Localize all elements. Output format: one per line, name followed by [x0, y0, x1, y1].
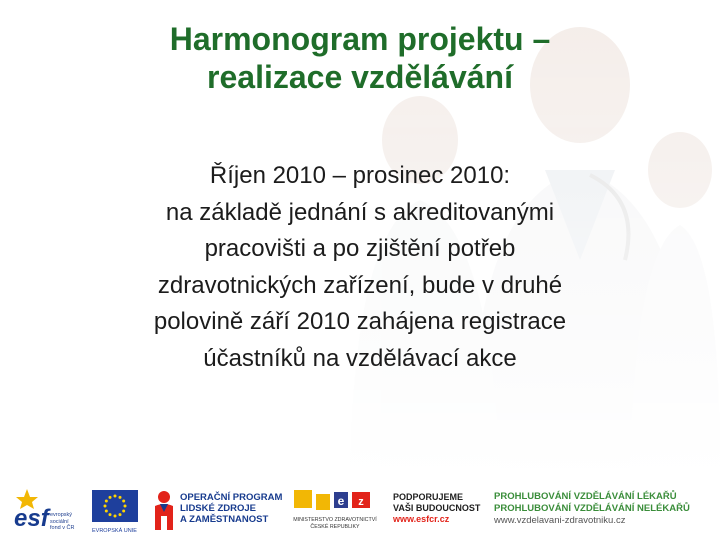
eu-star-icon — [109, 496, 112, 499]
eu-star-icon — [122, 500, 125, 503]
podporujeme-line: PODPORUJEME — [393, 492, 464, 502]
ministry-emblem-icon — [292, 488, 378, 512]
eu-logo — [92, 490, 142, 534]
eu-star-icon — [114, 495, 117, 498]
eu-star-icon — [114, 515, 117, 518]
ministry-line: MINISTERSTVO ZDRAVOTNICTVÍ — [293, 517, 377, 523]
body-line: účastníků na vzdělávací akce — [203, 344, 517, 372]
title-line-2: realizace vzdělávání — [207, 59, 513, 95]
opz-figure-icon — [152, 490, 176, 530]
svg-text:e: e — [337, 494, 345, 508]
eu-star-icon — [105, 510, 108, 513]
opz-logo — [152, 488, 288, 534]
podporujeme-url[interactable]: www.esfcr.cz — [393, 514, 450, 524]
esf-caption — [50, 512, 82, 532]
opz-line: A ZAMĚSTNANOST — [180, 514, 269, 525]
opz-line: LIDSKÉ ZDROJE — [180, 503, 257, 514]
eu-star-icon — [104, 505, 107, 508]
podporujeme-line: VAŠI BUDOUCNOST — [393, 503, 481, 513]
body-line: polovině září 2010 zahájena registrace — [153, 308, 567, 335]
prohlubovani-line: PROHLUBOVÁNÍ VZDĚLÁVÁNÍ LÉKAŘŮ — [494, 491, 677, 502]
prohlubovani-url[interactable]: www.vzdelavani-zdravotniku.cz — [494, 515, 626, 526]
body-line: na základě jednání s akreditovanými — [165, 198, 555, 226]
eu-star-icon — [122, 510, 125, 513]
eu-flag-icon — [92, 490, 138, 522]
eu-star-icon — [105, 500, 108, 503]
esf-mark: esf — [14, 505, 49, 532]
page-title — [60, 20, 660, 96]
prohlubovani-logo — [494, 491, 716, 527]
eu-star-icon — [119, 496, 122, 499]
esf-logo — [14, 488, 82, 534]
ministry-logo — [292, 488, 382, 534]
prohlubovani-line: PROHLUBOVÁNÍ VZDĚLÁVÁNÍ NELÉKAŘŮ — [494, 503, 690, 514]
eu-star-icon — [109, 513, 112, 516]
body-line: pracovišti a po zjištění potřeb — [204, 235, 516, 262]
esf-caption-line: sociální — [50, 518, 69, 525]
eu-star-icon — [124, 505, 127, 508]
opz-text — [180, 492, 282, 525]
ministry-caption — [292, 517, 378, 531]
title-line-1: Harmonogram projektu – — [169, 21, 551, 57]
esf-caption-line: fond v ČR — [50, 525, 75, 531]
body-line: zdravotnických zařízení, bude v druhé — [157, 271, 563, 299]
podporujeme-logo — [393, 492, 488, 525]
esf-caption-line: evropský — [50, 512, 73, 518]
svg-text:z: z — [358, 496, 364, 508]
eu-caption: EVROPSKÁ UNIE — [92, 528, 137, 534]
body-line: Říjen 2010 – prosinec 2010: — [209, 162, 511, 189]
body-text — [70, 158, 650, 377]
ministry-line: ČESKÉ REPUBLIKY — [310, 524, 360, 530]
footer-logo-strip — [0, 480, 720, 540]
opz-line: OPERAČNÍ PROGRAM — [180, 492, 283, 503]
eu-star-icon — [119, 513, 122, 516]
